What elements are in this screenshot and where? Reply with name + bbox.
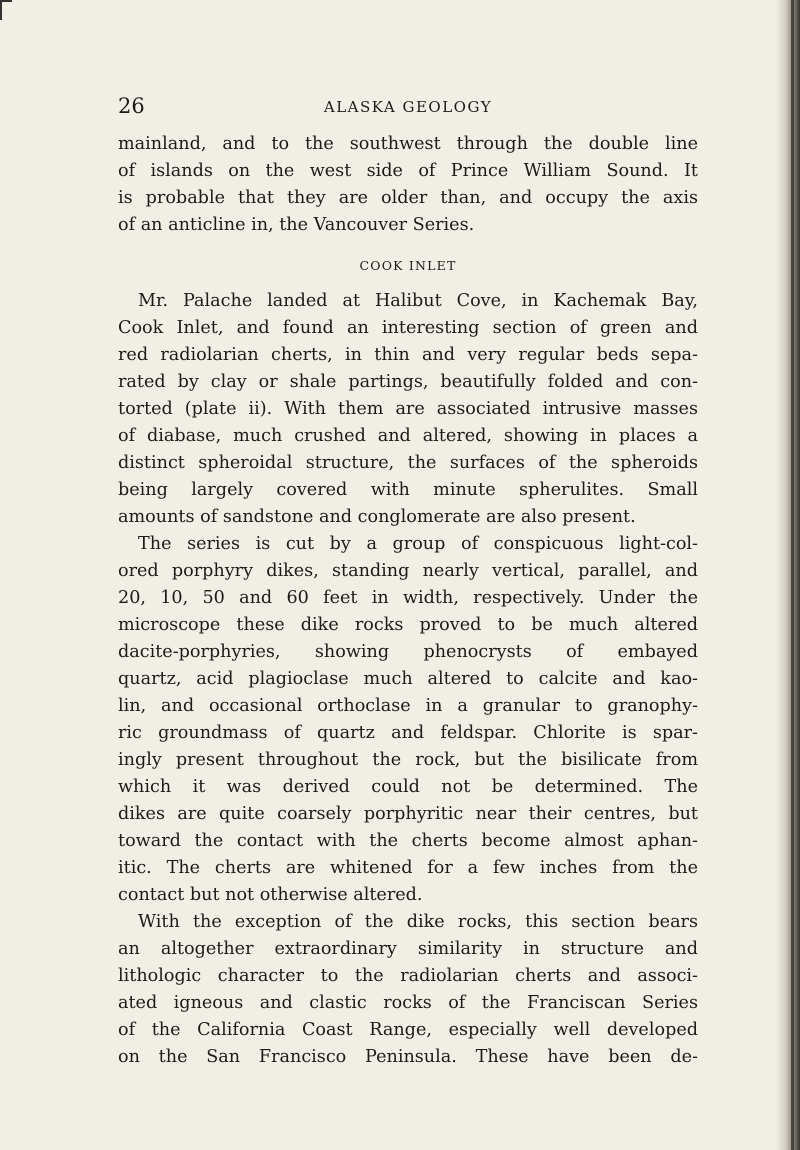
page-number: 26 <box>118 94 145 118</box>
text-line: of diabase, much crushed and altered, showing in places a <box>118 426 698 446</box>
text-line: of islands on the west side of Prince William Sound. It <box>118 161 698 181</box>
running-head <box>118 94 698 124</box>
paragraph-halibut-cove <box>118 288 698 531</box>
text-line: an altogether extraordinary similarity in structure and <box>118 939 698 959</box>
text-line: torted (plate ii). With them are associated intrusive masses <box>118 399 698 419</box>
text-line: amounts of sandstone and conglomerate are also present. <box>118 507 636 527</box>
text-line: dikes are quite coarsely porphyritic near their centres, but <box>118 804 698 824</box>
text-line: of the California Coast Range, especially well developed <box>118 1020 698 1040</box>
text-line: of an anticline in, the Vancouver Series. <box>118 215 475 235</box>
binding-shadow <box>776 0 800 1150</box>
text-line: 20, 10, 50 and 60 feet in width, respectively. Under the <box>118 588 698 608</box>
text-line: ric groundmass of quartz and feldspar. Chlorite is spar- <box>118 723 698 743</box>
text-line: mainland, and to the southwest through the double line <box>118 134 698 154</box>
text-line: is probable that they are older than, and occupy the axis <box>118 188 698 208</box>
text-line: lin, and occasional orthoclase in a granular to granophy- <box>118 696 698 716</box>
text-line: lithologic character to the radiolarian cherts and associ- <box>118 966 698 986</box>
paragraph-franciscan-comparison <box>118 909 698 1071</box>
text-line: being largely covered with minute spherulites. Small <box>118 480 698 500</box>
text-line: microscope these dike rocks proved to be much altered <box>118 615 698 635</box>
text-line: Mr. Palache landed at Halibut Cove, in Kachemak Bay, <box>138 291 698 311</box>
text-line: ated igneous and clastic rocks of the Franciscan Series <box>118 993 698 1013</box>
text-line: Cook Inlet, and found an interesting section of green and <box>118 318 698 338</box>
text-line: dacite-porphyries, showing phenocrysts of embayed <box>118 642 698 662</box>
text-line: With the exception of the dike rocks, this section bears <box>138 912 698 932</box>
scan-corner-mark <box>0 0 12 20</box>
binding-edge <box>791 0 794 1150</box>
text-line: itic. The cherts are whitened for a few inches from the <box>118 858 698 878</box>
text-line: rated by clay or shale partings, beautifully folded and con- <box>118 372 698 392</box>
text-line: quartz, acid plagioclase much altered to calcite and kao- <box>118 669 698 689</box>
running-title: ALASKA GEOLOGY <box>323 98 493 116</box>
text-line: ored porphyry dikes, standing nearly vertical, parallel, and <box>118 561 698 581</box>
text-line: ingly present throughout the rock, but the bisilicate from <box>118 750 698 770</box>
text-line: toward the contact with the cherts become almost aphan- <box>118 831 698 851</box>
paragraph-porphyry-dikes <box>118 531 698 909</box>
text-line: on the San Francisco Peninsula. These have been de- <box>118 1047 698 1067</box>
text-line: which it was derived could not be determined. The <box>118 777 698 797</box>
section-heading-cook-inlet: COOK INLET <box>359 258 457 273</box>
paragraph-continued <box>118 131 698 239</box>
text-line: red radiolarian cherts, in thin and very regular beds sepa- <box>118 345 698 365</box>
text-line: The series is cut by a group of conspicuous light-col- <box>138 534 698 554</box>
body-text <box>118 131 698 1071</box>
text-line: distinct spheroidal structure, the surfaces of the spheroids <box>118 453 698 473</box>
text-line: contact but not otherwise altered. <box>118 885 423 905</box>
